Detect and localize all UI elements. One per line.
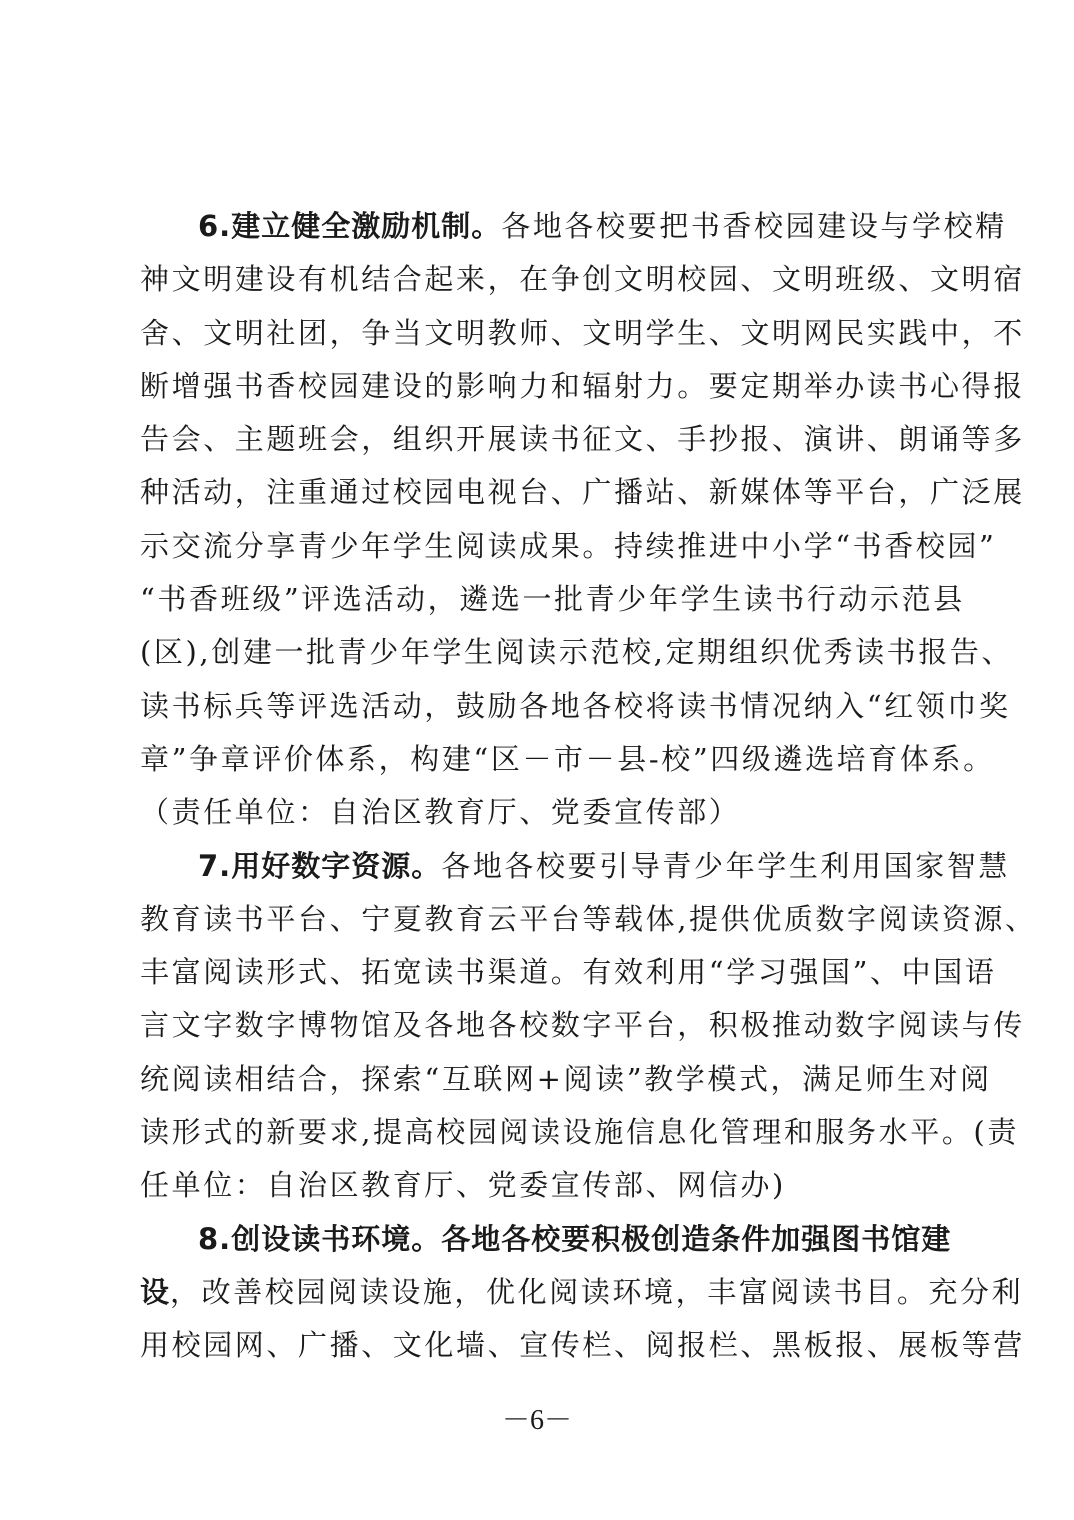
text-line: 告会、主题班会，组织开展读书征文、手抄报、演讲、朗诵等多: [140, 422, 1025, 457]
body-text: 各地各校要引导青少年学生利用国家智慧: [441, 848, 1011, 883]
body-text: ，改善校园阅读设施，优化阅读环境，丰富阅读书目。充分利: [170, 1274, 1024, 1309]
paragraph-8-line-2: [140, 1266, 1024, 1319]
paragraph-7-heading: [198, 849, 441, 883]
text-line: “书香班级”评选活动，遴选一批青少年学生读书行动示范县: [140, 582, 965, 617]
text-line: 舍、文明社团，争当文明教师、文明学生、文明网民实践中，不: [140, 315, 1025, 350]
paragraph-number: 8.: [198, 1221, 232, 1256]
responsibility-note: （责任单位：自治区教育厅、党委宣传部）: [140, 795, 741, 830]
paragraph-6-heading: [198, 209, 501, 243]
paragraph-number: 6.: [198, 209, 232, 243]
text-line: 用校园网、广播、文化墙、宣传栏、阅报栏、黑板报、展板等营: [140, 1328, 1025, 1363]
text-line: 言文字数字博物馆及各地各校数字平台，积极推动数字阅读与传: [140, 1008, 1025, 1043]
text-line: 断增强书香校园建设的影响力和辐射力。要定期举办读书心得报: [140, 368, 1025, 403]
text-line: 神文明建设有机结合起来，在争创文明校园、文明班级、文明宿: [140, 262, 1025, 297]
document-body: [140, 200, 1037, 1373]
text-line: (区),创建一批青少年学生阅读示范校,定期组织优秀读书报告、: [140, 635, 1014, 670]
text-line: 教育读书平台、宁夏教育云平台等载体,提供优质数字阅读资源、: [140, 901, 1037, 936]
paragraph-8-line-1: [140, 1213, 952, 1266]
text-line: 章”争章评价体系，构建“区－市－县-校”四级遴选培育体系。: [140, 741, 995, 776]
text-line: 读书标兵等评选活动，鼓励各地各校将读书情况纳入“红领巾奖: [140, 688, 1011, 723]
heading-text-continued: 设: [140, 1274, 171, 1309]
body-text: 各地各校要把书香校园建设与学校精: [501, 209, 1007, 243]
heading-text: 创设读书环境。各地各校要积极创造条件加强图书馆建: [231, 1221, 952, 1256]
text-line: 读形式的新要求,提高校园阅读设施信息化管理和服务水平。(责: [140, 1115, 1019, 1150]
heading-text: 建立健全激励机制。: [231, 209, 502, 243]
text-line: 示交流分享青少年学生阅读成果。持续推进中小学“书香校园”: [140, 528, 997, 563]
page-number: －6－: [501, 1405, 572, 1436]
text-line: 统阅读相结合，探索“互联网+阅读”教学模式，满足师生对阅: [140, 1061, 992, 1096]
text-line: 丰富阅读形式、拓宽读书渠道。有效利用“学习强国”、中国语: [140, 955, 997, 990]
text-line: 种活动，注重通过校园电视台、广播站、新媒体等平台，广泛展: [140, 475, 1025, 510]
paragraph-8-heading: [198, 1222, 951, 1256]
heading-text: 用好数字资源。: [231, 848, 442, 883]
paragraph-6-line-1: [140, 200, 1007, 253]
paragraph-7-line-1: [140, 840, 1011, 893]
responsibility-note: 任单位：自治区教育厅、党委宣传部、网信办): [140, 1168, 786, 1203]
paragraph-number: 7.: [198, 848, 232, 883]
